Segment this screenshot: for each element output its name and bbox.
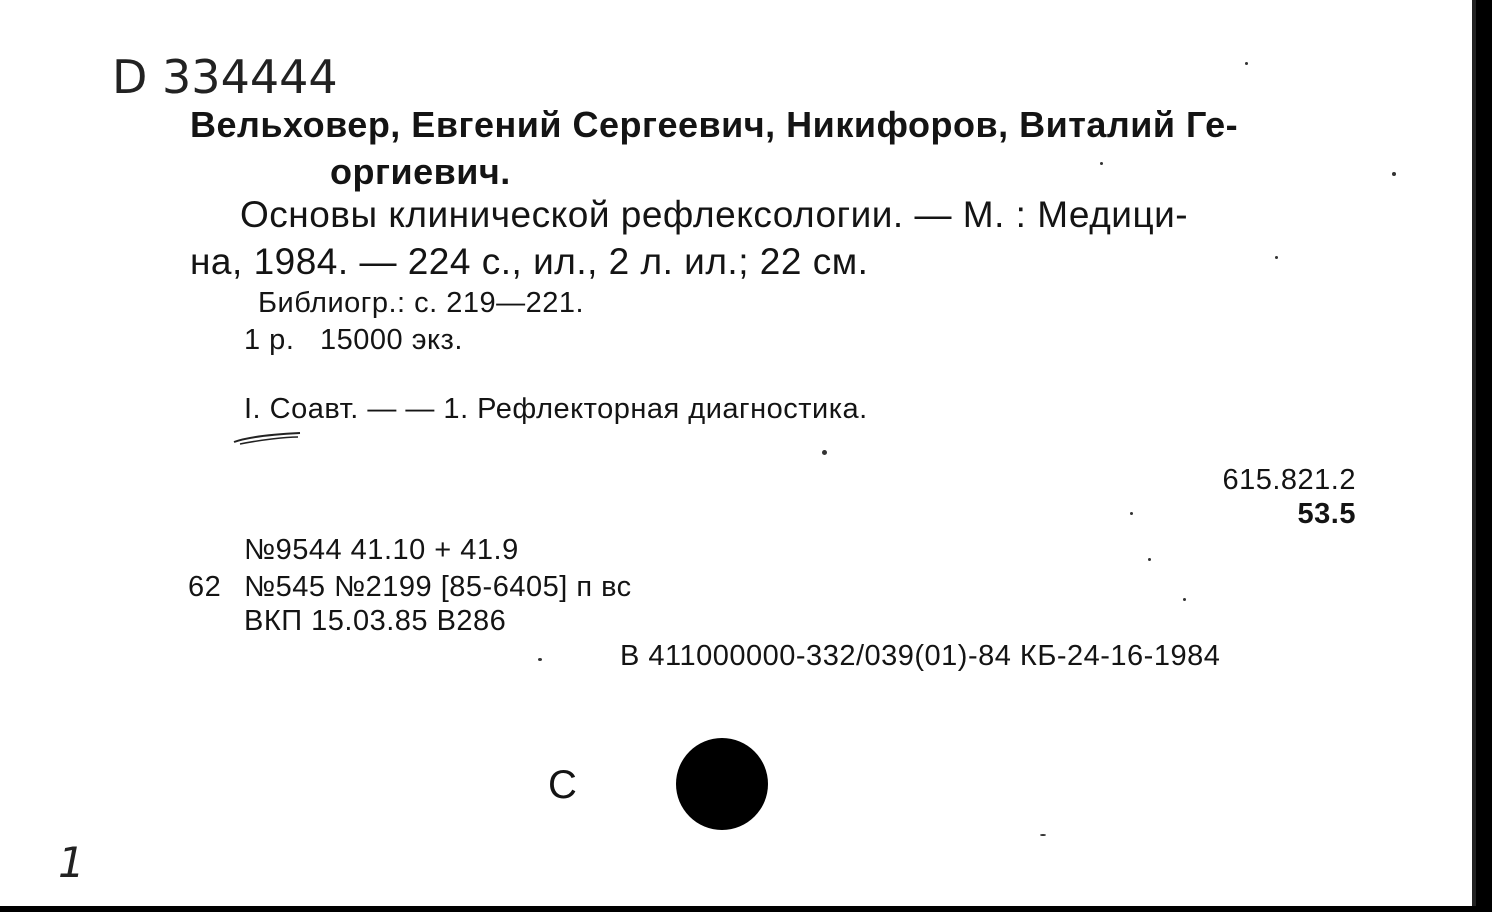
order-line-1: №9544 41.10 + 41.9 <box>244 534 519 566</box>
underline-mark <box>230 428 310 448</box>
authors-line-2: оргиевич. <box>330 151 511 192</box>
authors-line-1: Вельховер, Евгений Сергеевич, Никифоров, Виталий Ге- <box>190 104 1239 145</box>
speck <box>1245 62 1248 65</box>
title-line-2: на, 1984. — 224 с., ил., 2 л. ил.; 22 см. <box>190 241 869 282</box>
udc-index: 615.821.2 <box>1222 464 1356 496</box>
tracing-line: I. Соавт. — — 1. Рефлекторная диагностика. <box>244 393 868 425</box>
bibliography-note: Библиогр.: с. 219—221. <box>258 287 585 319</box>
price-copies: 1 р. 15000 экз. <box>244 324 463 356</box>
order-line-2-number: 62 <box>188 571 222 603</box>
speck <box>1183 598 1186 601</box>
speck <box>1275 256 1278 259</box>
order-line-2: №545 №2199 [85-6405] п вс <box>244 571 632 603</box>
corner-handwritten-mark: 1 <box>58 838 85 887</box>
order-line-3: ВКП 15.03.85 В286 <box>244 605 507 637</box>
speck <box>1392 172 1396 176</box>
letter-mark: С <box>548 763 578 807</box>
bbk-index: 53.5 <box>1297 498 1356 530</box>
call-number: D 334444 <box>112 50 338 104</box>
speck <box>1040 834 1046 836</box>
speck <box>822 450 827 455</box>
speck <box>1130 512 1133 515</box>
speck <box>1148 558 1151 561</box>
isbn-code-line: В 411000000-332/039(01)-84 КБ-24-16-1984 <box>620 640 1221 672</box>
speck <box>538 658 542 661</box>
title-line-1: Основы клинической рефлексологии. — М. : Медици- <box>240 194 1189 235</box>
speck <box>1100 162 1103 165</box>
punch-hole <box>676 738 768 830</box>
